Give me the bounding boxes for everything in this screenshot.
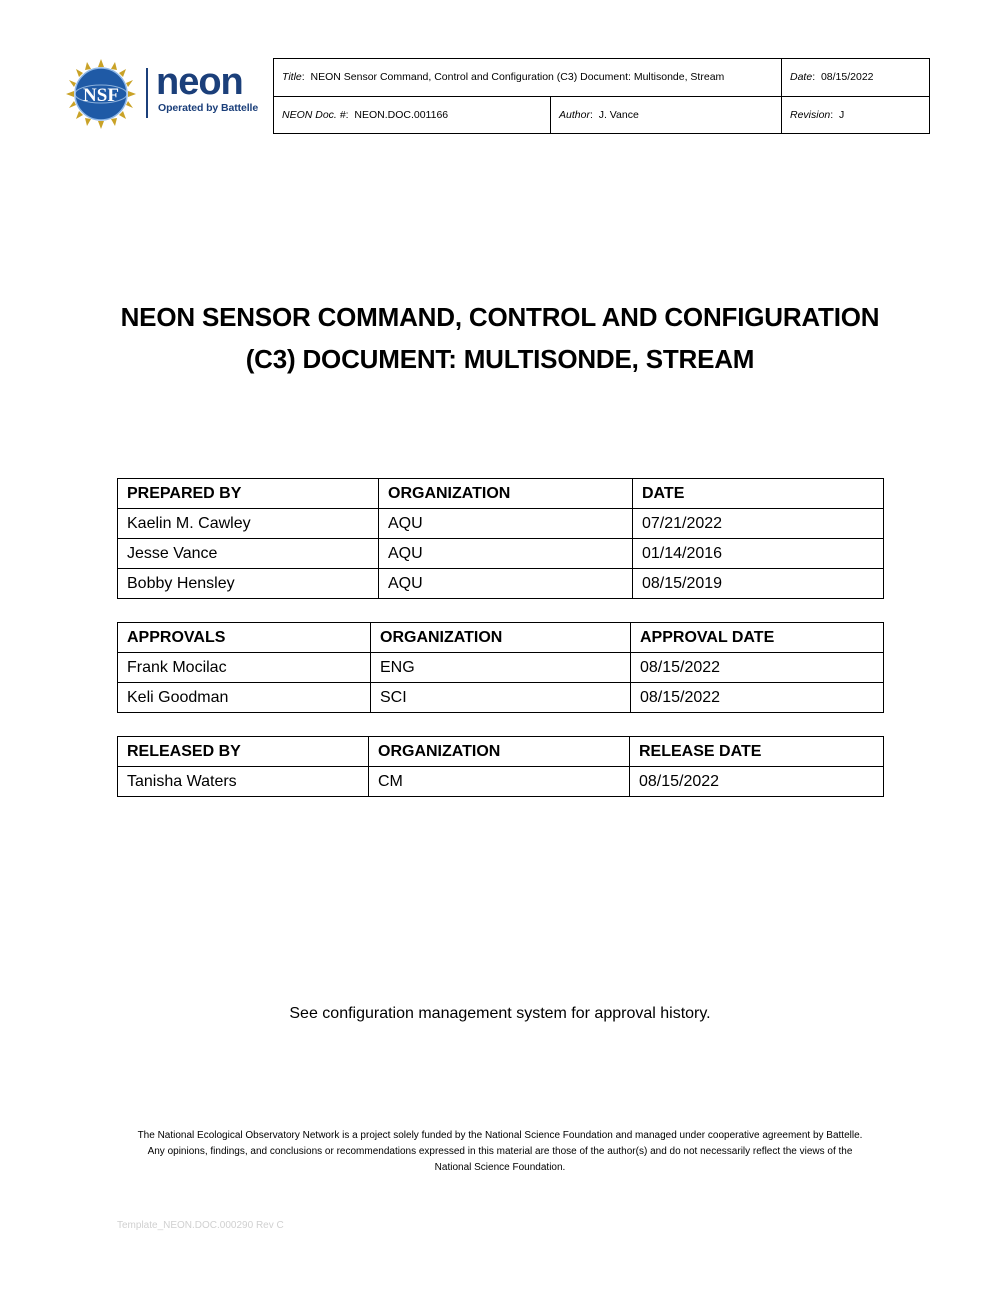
- header-date-value: 08/15/2022: [820, 71, 874, 83]
- prepared-by-header: PREPARED BY: [118, 479, 379, 509]
- approver-organization: ENG: [371, 653, 631, 683]
- header-revision-cell: Revision: J: [782, 97, 930, 134]
- document-title: [80, 296, 920, 380]
- disclaimer-line-3: National Science Foundation.: [434, 1162, 566, 1173]
- neon-nsf-logo: [64, 58, 272, 130]
- template-id: Template_NEON.DOC.000290 Rev C: [117, 1220, 284, 1231]
- header-author-value: J. Vance: [598, 108, 639, 121]
- table-header-row: [118, 479, 884, 509]
- organization-header: ORGANIZATION: [379, 479, 633, 509]
- logo-divider: [146, 68, 148, 118]
- neon-tagline: Operated by Battelle: [158, 102, 259, 114]
- approval-date: 08/15/2022: [631, 653, 884, 683]
- prepared-by-table: [117, 478, 884, 599]
- document-header-table: [273, 58, 930, 134]
- organization-header: ORGANIZATION: [371, 623, 631, 653]
- header-doc-cell: NEON Doc. #: NEON.DOC.001166: [274, 97, 551, 134]
- preparer-date: 01/14/2016: [633, 539, 884, 569]
- released-by-header: RELEASED BY: [118, 737, 369, 767]
- preparer-organization: AQU: [379, 539, 633, 569]
- table-row: [118, 509, 884, 539]
- neon-wordmark: [156, 62, 270, 102]
- table-row: [118, 683, 884, 713]
- neon-wordmark-text: neon: [156, 62, 243, 102]
- header-revision-label: Revision: [790, 108, 831, 121]
- preparer-organization: AQU: [379, 509, 633, 539]
- approver-organization: SCI: [371, 683, 631, 713]
- header-date-label: Date: [790, 71, 813, 83]
- header-title-cell: Title: NEON Sensor Command, Control and Configuration (C3) Document: Multisonde, Stream: [274, 59, 782, 97]
- approver-name: Keli Goodman: [118, 683, 371, 713]
- header-author-label: Author: [559, 108, 590, 121]
- document-title-line-2: (C3) DOCUMENT: MULTISONDE, STREAM: [245, 344, 755, 374]
- table-row: [118, 539, 884, 569]
- date-header: DATE: [633, 479, 884, 509]
- preparer-date: 07/21/2022: [633, 509, 884, 539]
- preparer-name: Kaelin M. Cawley: [118, 509, 379, 539]
- nsf-seal-icon: [64, 58, 138, 130]
- preparer-date: 08/15/2019: [633, 569, 884, 599]
- header-revision-value: J: [839, 108, 845, 121]
- releaser-organization: CM: [369, 767, 630, 797]
- header-doc-value: NEON.DOC.001166: [354, 108, 449, 121]
- table-row: [118, 767, 884, 797]
- release-date-header: RELEASE DATE: [630, 737, 884, 767]
- released-by-table: [117, 736, 884, 797]
- approver-name: Frank Mocilac: [118, 653, 371, 683]
- header-doc-label: NEON Doc. #: [282, 108, 346, 121]
- disclaimer-line-1: The National Ecological Observatory Network is a project solely funded by the National Science Foundation and managed under cooperative agreement by Battelle.: [137, 1130, 863, 1141]
- organization-header: ORGANIZATION: [369, 737, 630, 767]
- preparer-name: Jesse Vance: [118, 539, 379, 569]
- release-date: 08/15/2022: [630, 767, 884, 797]
- header-date-cell: Date: 08/15/2022: [782, 59, 930, 97]
- disclaimer-line-2: Any opinions, findings, and conclusions or recommendations expressed in this material are those of the author(s) and do not necessarily reflect the views of the: [147, 1146, 853, 1157]
- header-author-cell: Author: J. Vance: [551, 97, 782, 134]
- table-header-row: [118, 737, 884, 767]
- approval-date-header: APPROVAL DATE: [631, 623, 884, 653]
- approvals-header: APPROVALS: [118, 623, 371, 653]
- document-title-line-1: NEON SENSOR COMMAND, CONTROL AND CONFIGURATION: [120, 302, 880, 332]
- preparer-organization: AQU: [379, 569, 633, 599]
- nsf-seal-text: NSF: [83, 85, 119, 106]
- approvals-table: [117, 622, 884, 713]
- preparer-name: Bobby Hensley: [118, 569, 379, 599]
- header-title-value: NEON Sensor Command, Control and Configuration (C3) Document: Multisonde, Stream: [310, 71, 725, 83]
- approval-date: 08/15/2022: [631, 683, 884, 713]
- header-title-label: Title: [282, 71, 302, 83]
- approval-history-note: See configuration management system for approval history.: [289, 1005, 711, 1022]
- table-row: [118, 569, 884, 599]
- funding-disclaimer: [110, 1128, 890, 1176]
- table-row: [118, 653, 884, 683]
- releaser-name: Tanisha Waters: [118, 767, 369, 797]
- table-header-row: [118, 623, 884, 653]
